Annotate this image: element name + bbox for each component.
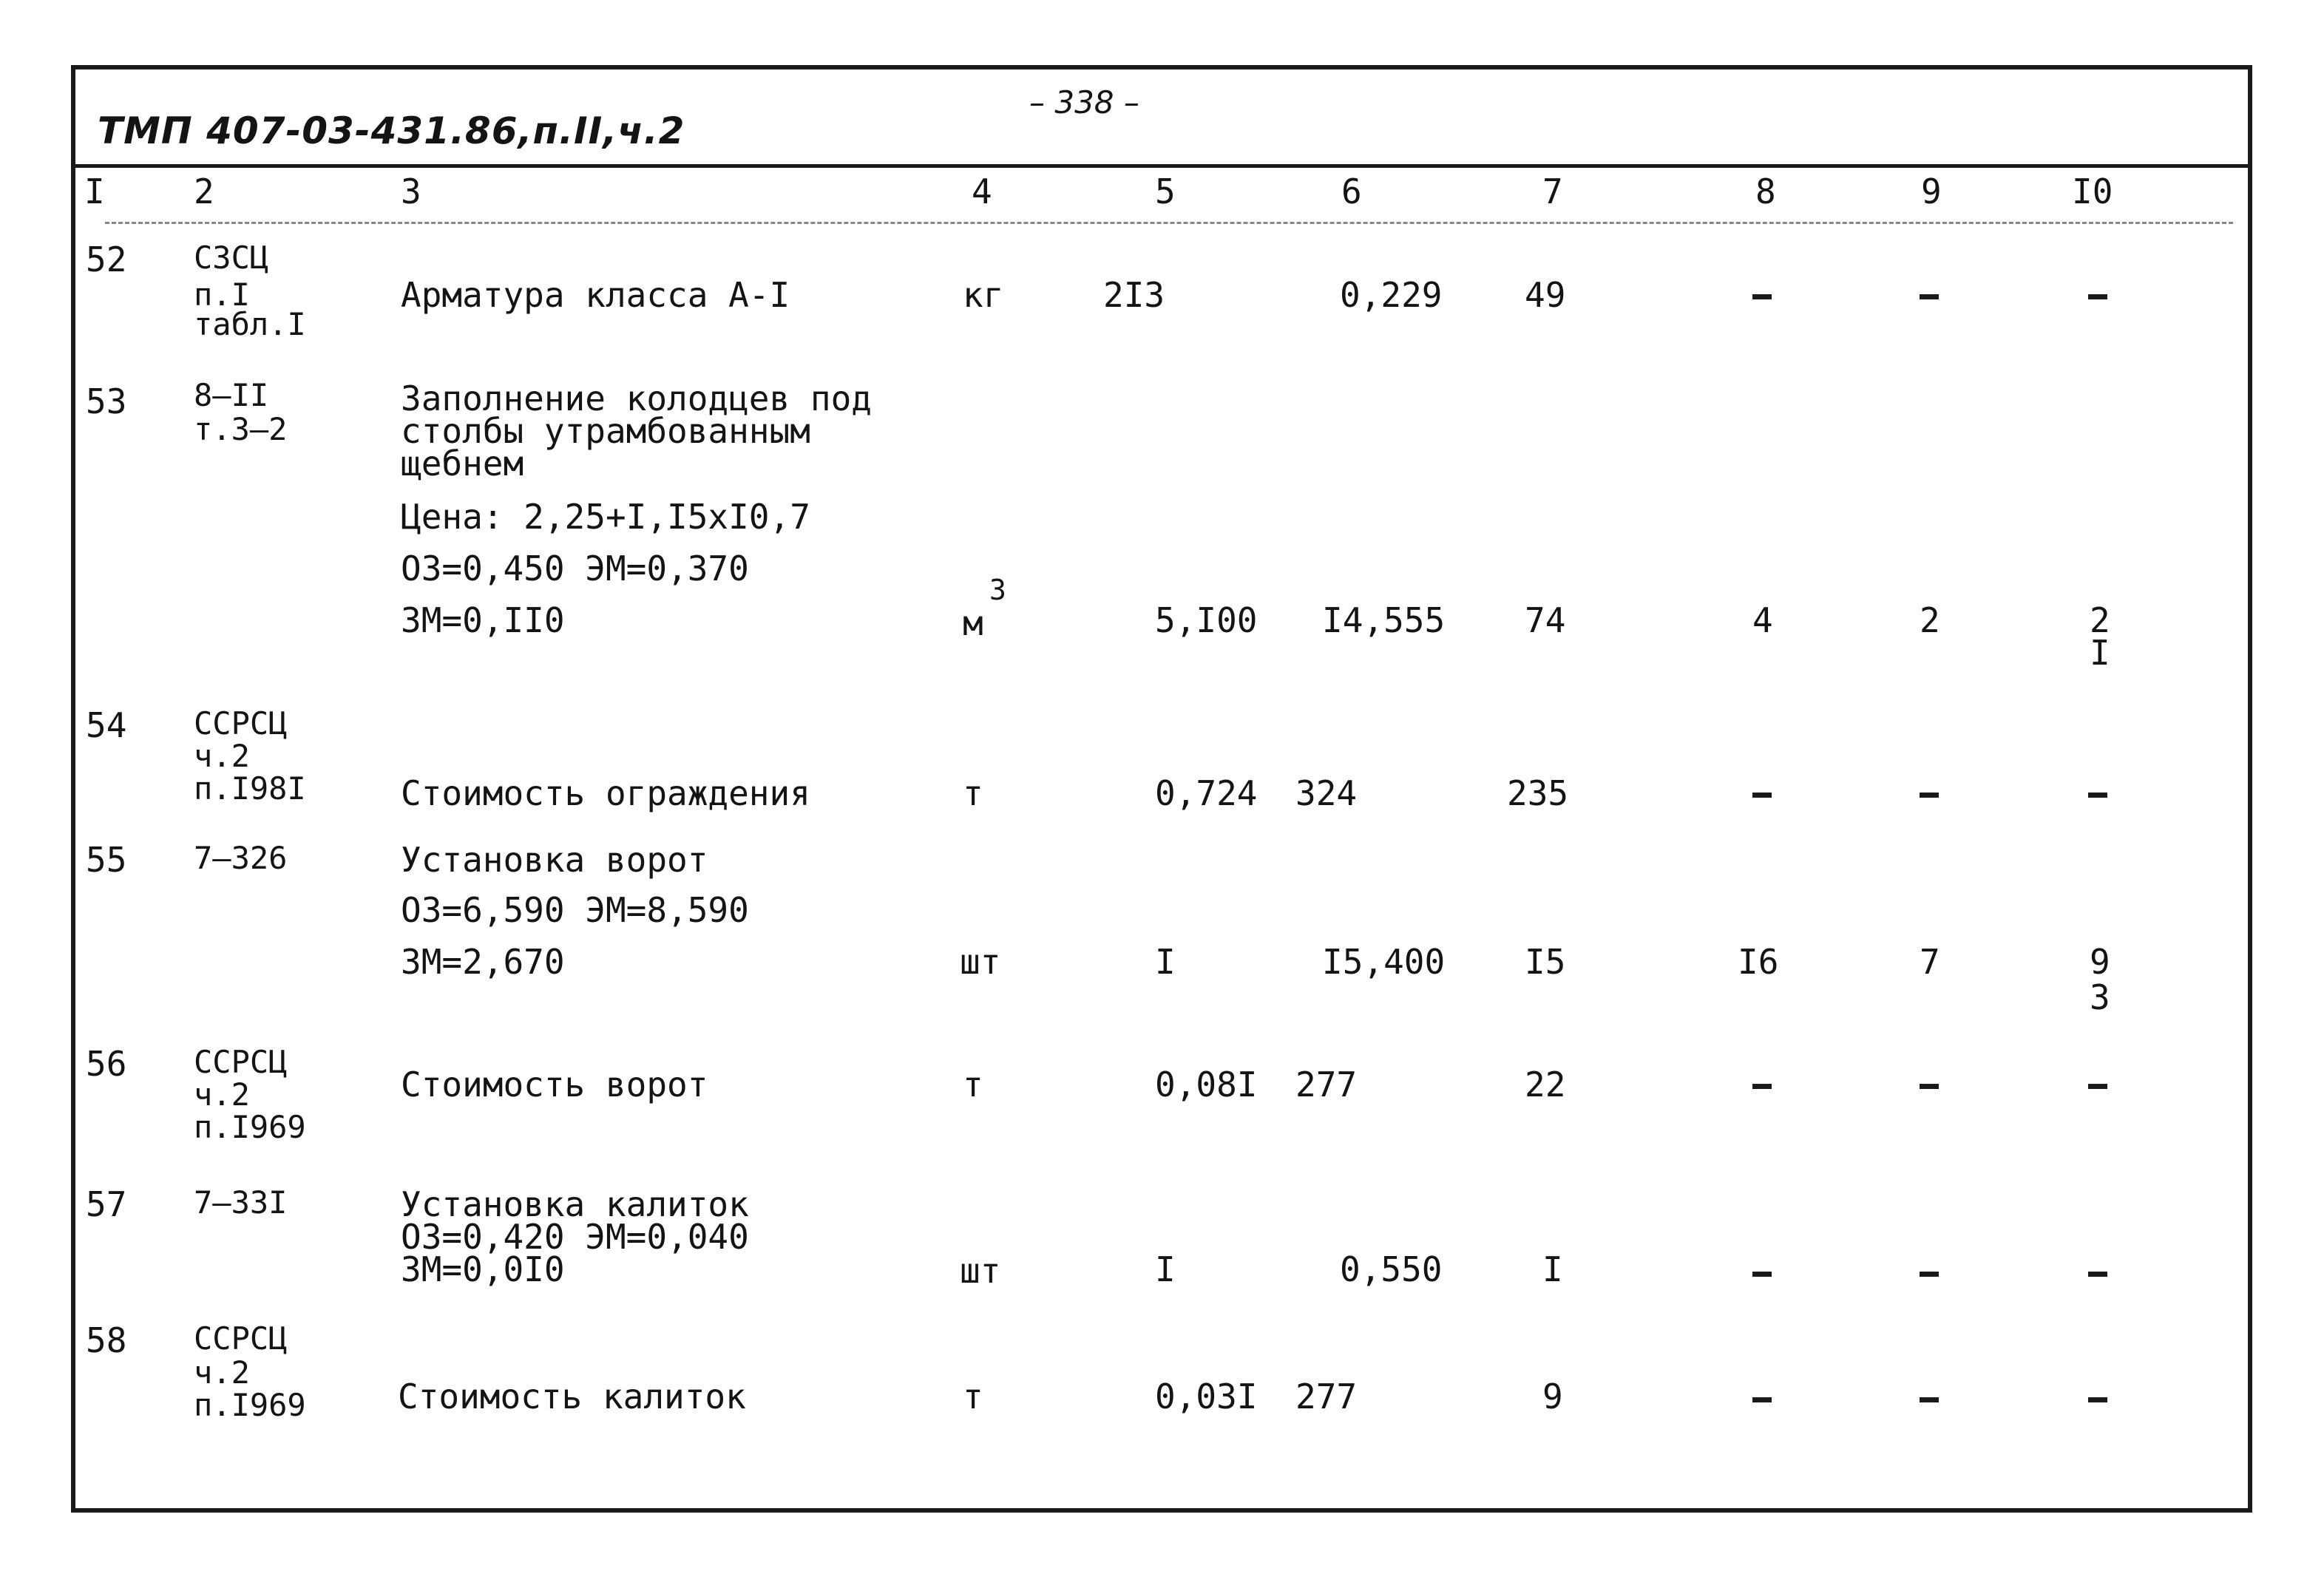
description-line: ОЗ=6,590 ЭМ=8,590 — [401, 890, 749, 930]
ref-line: ССРСЦ — [194, 705, 288, 742]
total-cell: 235 — [1507, 773, 1569, 813]
column-header-10: I0 — [2072, 172, 2113, 211]
cell-8: I6 — [1738, 942, 1779, 982]
description-line: Цена: 2,25+I,I5xI0,7 — [401, 497, 810, 537]
quantity-cell: I — [1155, 942, 1176, 982]
column-header-4: 4 — [972, 172, 992, 211]
document-sheet — [71, 65, 2252, 1513]
total-cell: I — [1542, 1249, 1563, 1289]
total-cell: 74 — [1525, 600, 1566, 640]
ref-line: ч.2 — [194, 1354, 250, 1391]
cell-10: I — [2090, 633, 2110, 673]
dash-mark — [1920, 793, 1939, 798]
unit-cell: т — [963, 1377, 983, 1416]
dash-mark — [2088, 1084, 2107, 1089]
dash-mark — [2088, 294, 2107, 299]
ref-line: т.3–2 — [194, 411, 288, 447]
price-cell: 0,229 — [1340, 275, 1443, 315]
price-cell: 0,550 — [1340, 1249, 1443, 1289]
total-cell: 49 — [1525, 275, 1566, 315]
dash-mark — [2088, 1272, 2107, 1277]
row-number: 57 — [86, 1184, 127, 1224]
column-header-5: 5 — [1155, 172, 1176, 211]
ref-line: п.I969 — [194, 1387, 306, 1423]
unit-cell: шт — [960, 1251, 1001, 1291]
quantity-cell: 0,03I — [1155, 1377, 1258, 1416]
description-line: Стоимость ограждения — [401, 773, 810, 813]
cell-9: 2 — [1920, 600, 1940, 640]
unit-cell: т — [963, 773, 983, 813]
row-number: 58 — [86, 1320, 127, 1360]
column-header-2: 2 — [194, 172, 214, 211]
row-number: 53 — [86, 381, 127, 421]
document-code: ТМП 407-03-431.86,п.II,ч.2 — [98, 109, 685, 152]
ref-line: п.I — [194, 276, 250, 313]
dash-mark — [1752, 1084, 1772, 1089]
description-line: ЗМ=0,0I0 — [401, 1249, 565, 1289]
dash-mark — [1920, 1272, 1939, 1277]
description-line: Установка калиток — [401, 1184, 749, 1224]
unit-cell: кг — [963, 275, 1004, 315]
cell-10: 3 — [2090, 977, 2110, 1017]
unit-cell: т — [963, 1065, 983, 1105]
unit-cell: м — [963, 603, 983, 643]
column-header-7: 7 — [1542, 172, 1563, 211]
description-line: Установка ворот — [401, 840, 708, 880]
header-divider — [75, 164, 2248, 168]
column-header-rule — [105, 222, 2233, 224]
quantity-cell: I — [1155, 1249, 1176, 1289]
description-line: Стоимость ворот — [401, 1065, 708, 1105]
ref-line: табл.I — [194, 306, 306, 342]
row-number: 56 — [86, 1044, 127, 1084]
dash-mark — [1752, 1397, 1772, 1402]
row-number: 52 — [86, 240, 127, 279]
page-number: – 338 – — [1029, 84, 1139, 121]
ref-line: ССРСЦ — [194, 1044, 288, 1080]
dash-mark — [2088, 793, 2107, 798]
price-cell: 324 — [1295, 773, 1358, 813]
description-line: щебнем — [401, 444, 524, 483]
ref-line: ССРСЦ — [194, 1320, 288, 1357]
column-header-6: 6 — [1341, 172, 1362, 211]
dash-mark — [2088, 1397, 2107, 1402]
ref-line: 7–326 — [194, 840, 288, 876]
quantity-cell: 0,724 — [1155, 773, 1258, 813]
dash-mark — [1752, 294, 1772, 299]
column-header-3: 3 — [401, 172, 421, 211]
description-line: Стоимость калиток — [398, 1377, 746, 1416]
cell-10: 9 — [2090, 942, 2110, 982]
price-cell: I5,400 — [1322, 942, 1446, 982]
quantity-cell: 5,I00 — [1155, 600, 1258, 640]
row-number: 55 — [86, 840, 127, 880]
dash-mark — [1920, 1397, 1939, 1402]
column-header-8: 8 — [1755, 172, 1776, 211]
column-header-9: 9 — [1921, 172, 1942, 211]
description-line: Заполнение колодцев под — [401, 379, 872, 418]
unit-superscript: 3 — [989, 574, 1006, 606]
description-line: ОЗ=0,450 ЭМ=0,370 — [401, 549, 749, 588]
price-cell: 277 — [1295, 1377, 1358, 1416]
ref-line: ч.2 — [194, 1076, 250, 1113]
dash-mark — [1920, 294, 1939, 299]
description-line: ОЗ=0,420 ЭМ=0,040 — [401, 1217, 749, 1257]
ref-line: п.I98I — [194, 770, 306, 807]
ref-line: 7–33I — [194, 1184, 288, 1221]
dash-mark — [1752, 793, 1772, 798]
total-cell: I5 — [1525, 942, 1566, 982]
total-cell: 22 — [1525, 1065, 1566, 1105]
ref-line: п.I969 — [194, 1109, 306, 1145]
ref-line: СЗСЦ — [194, 240, 269, 276]
ref-line: ч.2 — [194, 738, 250, 774]
description-line: Арматура класса А-I — [401, 275, 790, 315]
quantity-cell: 0,08I — [1155, 1065, 1258, 1105]
cell-8: 4 — [1752, 600, 1773, 640]
price-cell: I4,555 — [1322, 600, 1446, 640]
cell-9: 7 — [1920, 942, 1940, 982]
unit-cell: шт — [960, 942, 1001, 982]
dash-mark — [1920, 1084, 1939, 1089]
description-line: ЗМ=0,II0 — [401, 600, 565, 640]
cell-10: 2 — [2090, 600, 2110, 640]
description-line: столбы утрамбованным — [401, 411, 810, 451]
description-line: ЗМ=2,670 — [401, 942, 565, 982]
dash-mark — [1752, 1272, 1772, 1277]
quantity-cell: 2I3 — [1103, 275, 1165, 315]
ref-line: 8–II — [194, 377, 269, 413]
total-cell: 9 — [1542, 1377, 1563, 1416]
row-number: 54 — [86, 705, 127, 745]
column-header-1: I — [84, 172, 105, 211]
price-cell: 277 — [1295, 1065, 1358, 1105]
